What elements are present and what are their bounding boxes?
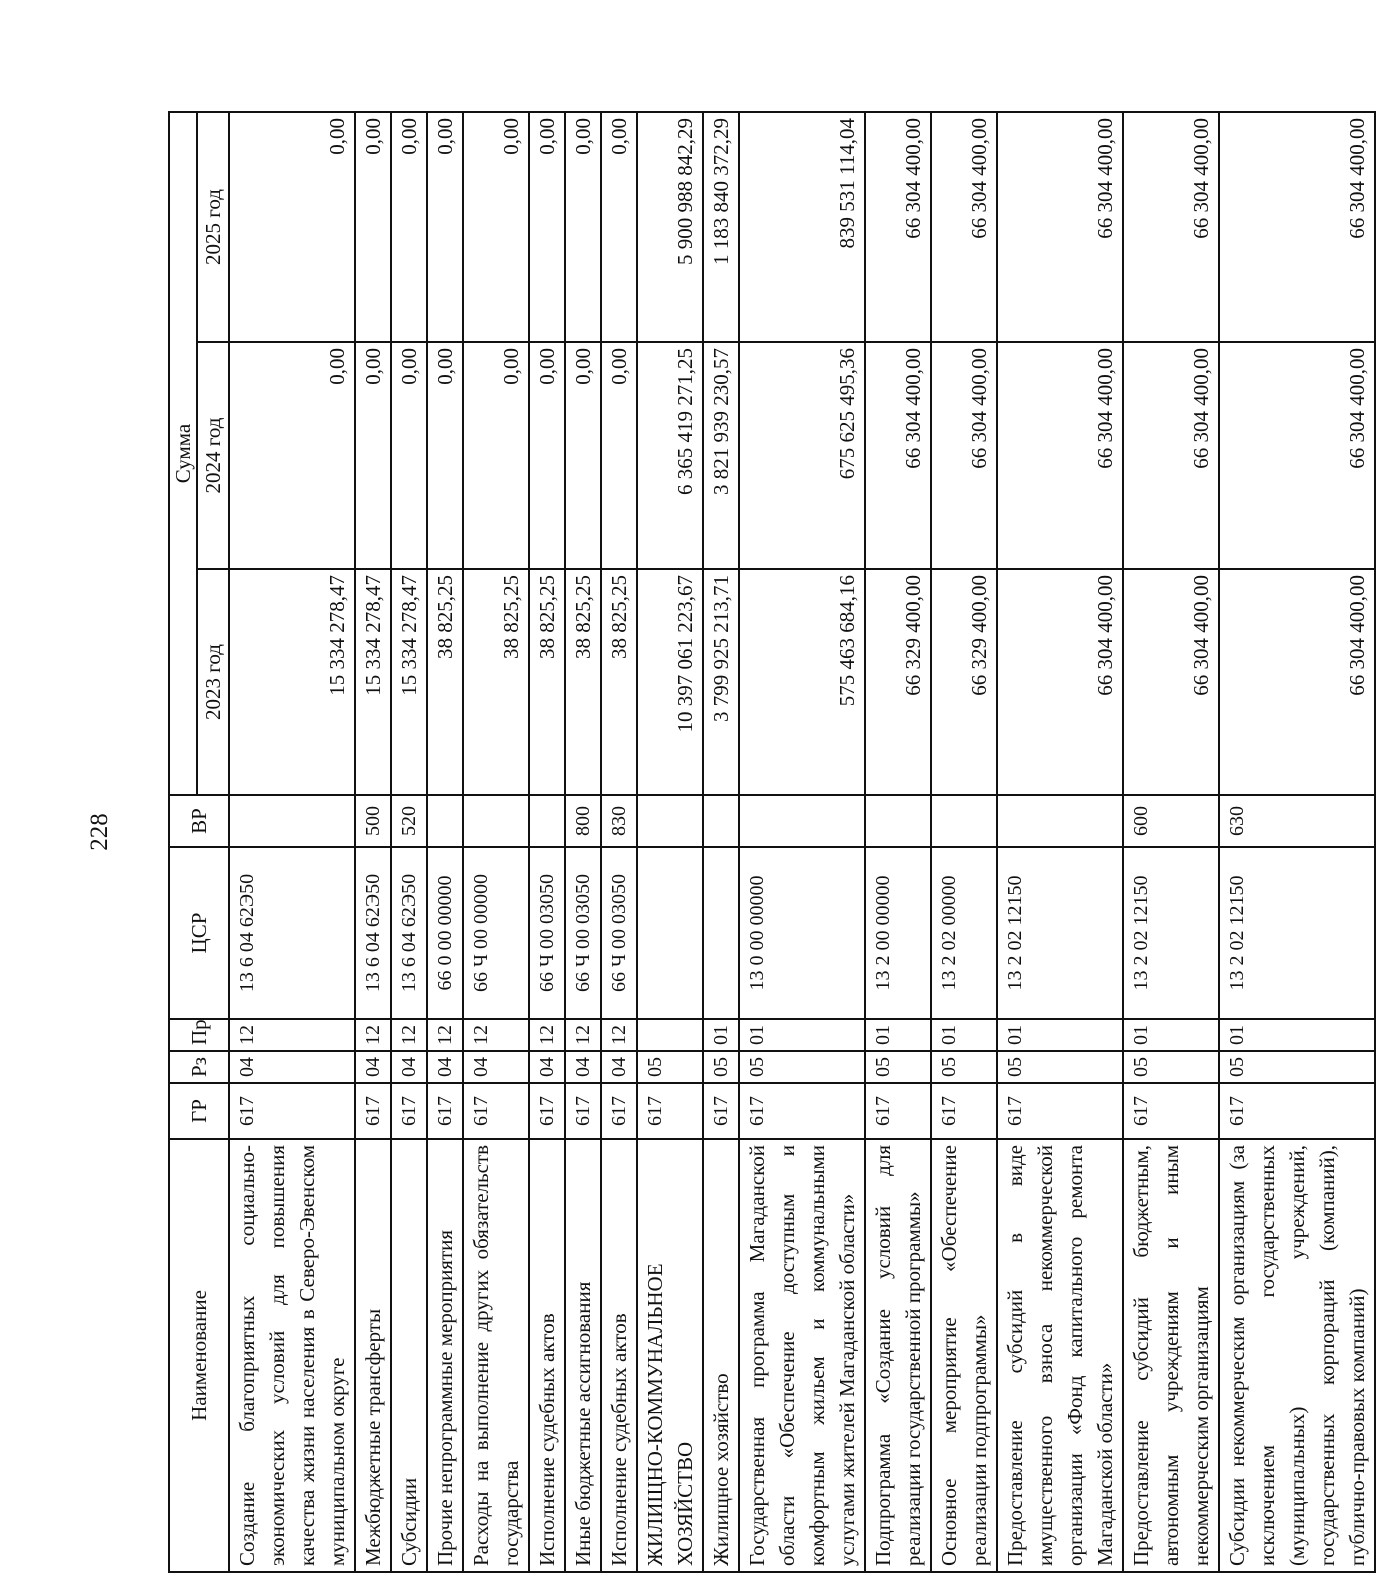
row-gr: 617	[865, 1083, 931, 1139]
row-pr: 01	[997, 1019, 1123, 1051]
row-name: Предоставление субсидий бюджетным, автономным учреждениям и иным некоммерческим организациям	[1123, 1139, 1219, 1572]
row-sum-2024: 0,00	[391, 342, 427, 569]
row-name: Основное мероприятие «Обеспечение реализации подпрограммы»	[931, 1139, 997, 1572]
row-gr: 617	[931, 1083, 997, 1139]
table-row	[463, 112, 529, 1572]
row-vr	[463, 795, 529, 847]
row-sum-2024: 66 304 400,00	[1219, 342, 1375, 569]
row-vr: 630	[1219, 795, 1375, 847]
row-pr: 12	[601, 1019, 637, 1051]
row-vr: 800	[565, 795, 601, 847]
table-row	[637, 112, 703, 1572]
table-row	[529, 112, 565, 1572]
row-sum-2023: 15 334 278,47	[355, 569, 391, 795]
row-sum-2025: 0,00	[355, 112, 391, 342]
row-pr: 12	[427, 1019, 463, 1051]
row-name: Межбюджетные трансферты	[355, 1139, 391, 1572]
row-sum-2023: 38 825,25	[529, 569, 565, 795]
table-row	[391, 112, 427, 1572]
row-vr: 500	[355, 795, 391, 847]
header-gr: ГР	[169, 1083, 229, 1139]
row-csr: 66 Ч 00 03050	[529, 847, 565, 1019]
row-gr: 617	[703, 1083, 739, 1139]
row-vr	[529, 795, 565, 847]
header-2025: 2025 год	[197, 112, 229, 342]
row-vr	[997, 795, 1123, 847]
row-gr: 617	[229, 1083, 355, 1139]
row-sum-2024: 66 304 400,00	[997, 342, 1123, 569]
row-sum-2024: 66 304 400,00	[931, 342, 997, 569]
row-csr: 66 0 00 00000	[427, 847, 463, 1019]
row-sum-2025: 0,00	[601, 112, 637, 342]
row-rz: 04	[229, 1051, 355, 1083]
page-number: 228	[86, 813, 113, 851]
table-row	[739, 112, 865, 1572]
row-gr: 617	[739, 1083, 865, 1139]
row-sum-2023: 10 397 061 223,67	[637, 569, 703, 795]
row-sum-2023: 15 334 278,47	[229, 569, 355, 795]
row-sum-2023: 38 825,25	[601, 569, 637, 795]
row-sum-2025: 839 531 114,04	[739, 112, 865, 342]
row-rz: 04	[601, 1051, 637, 1083]
row-sum-2025: 0,00	[391, 112, 427, 342]
row-sum-2025: 5 900 988 842,29	[637, 112, 703, 342]
row-gr: 617	[1219, 1083, 1375, 1139]
row-rz: 05	[931, 1051, 997, 1083]
row-csr: 13 2 02 00000	[931, 847, 997, 1019]
row-rz: 05	[1123, 1051, 1219, 1083]
row-pr: 12	[529, 1019, 565, 1051]
row-name: Исполнение судебных актов	[601, 1139, 637, 1572]
row-sum-2023: 38 825,25	[463, 569, 529, 795]
row-csr: 13 6 04 62Э50	[229, 847, 355, 1019]
row-gr: 617	[565, 1083, 601, 1139]
row-sum-2024: 0,00	[463, 342, 529, 569]
header-vr: ВР	[169, 795, 229, 847]
row-pr: 01	[703, 1019, 739, 1051]
row-rz: 04	[529, 1051, 565, 1083]
row-gr: 617	[391, 1083, 427, 1139]
row-rz: 05	[997, 1051, 1123, 1083]
row-csr: 13 6 04 62Э50	[391, 847, 427, 1019]
row-vr	[931, 795, 997, 847]
row-gr: 617	[601, 1083, 637, 1139]
row-name: Субсидии некоммерческим организациям (за исключением государственных (муниципальных) учреждений, государственных корпораций (компаний), публично-правовых компаний)	[1219, 1139, 1375, 1572]
row-vr	[703, 795, 739, 847]
row-sum-2024: 66 304 400,00	[1123, 342, 1219, 569]
row-csr	[703, 847, 739, 1019]
header-2024: 2024 год	[197, 342, 229, 569]
row-sum-2024: 3 821 939 230,57	[703, 342, 739, 569]
row-name: Исполнение судебных актов	[529, 1139, 565, 1572]
header-2023: 2023 год	[197, 569, 229, 795]
row-sum-2024: 6 365 419 271,25	[637, 342, 703, 569]
row-pr: 12	[463, 1019, 529, 1051]
row-csr: 13 6 04 62Э50	[355, 847, 391, 1019]
row-sum-2023: 15 334 278,47	[391, 569, 427, 795]
table-row	[1123, 112, 1219, 1572]
row-gr: 617	[997, 1083, 1123, 1139]
row-name: Предоставление субсидий в виде имущественного взноса некоммерческой организации «Фонд капитального ремонта Магаданской области»	[997, 1139, 1123, 1572]
table-row	[931, 112, 997, 1572]
row-pr: 12	[391, 1019, 427, 1051]
row-sum-2023: 38 825,25	[565, 569, 601, 795]
budget-table-container	[168, 113, 1369, 1573]
table-row	[703, 112, 739, 1572]
row-sum-2025: 66 304 400,00	[1219, 112, 1375, 342]
row-name: Расходы на выполнение других обязательств государства	[463, 1139, 529, 1572]
row-pr: 12	[355, 1019, 391, 1051]
row-csr: 66 Ч 00 00000	[463, 847, 529, 1019]
row-rz: 05	[1219, 1051, 1375, 1083]
row-sum-2025: 0,00	[229, 112, 355, 342]
header-pr: Пр	[169, 1019, 229, 1051]
row-sum-2025: 0,00	[427, 112, 463, 342]
row-vr	[637, 795, 703, 847]
row-rz: 04	[391, 1051, 427, 1083]
row-gr: 617	[463, 1083, 529, 1139]
row-sum-2023: 38 825,25	[427, 569, 463, 795]
row-sum-2023: 66 304 400,00	[997, 569, 1123, 795]
row-rz: 04	[427, 1051, 463, 1083]
row-gr: 617	[355, 1083, 391, 1139]
row-sum-2023: 66 304 400,00	[1123, 569, 1219, 795]
row-rz: 05	[703, 1051, 739, 1083]
row-pr: 01	[1219, 1019, 1375, 1051]
row-gr: 617	[427, 1083, 463, 1139]
row-pr: 01	[865, 1019, 931, 1051]
row-rz: 04	[463, 1051, 529, 1083]
row-sum-2025: 0,00	[463, 112, 529, 342]
row-vr: 520	[391, 795, 427, 847]
row-sum-2024: 0,00	[601, 342, 637, 569]
table-row	[355, 112, 391, 1572]
row-name: ЖИЛИЩНО-КОММУНАЛЬНОЕ ХОЗЯЙСТВО	[637, 1139, 703, 1572]
row-sum-2025: 1 183 840 372,29	[703, 112, 739, 342]
row-vr	[229, 795, 355, 847]
row-sum-2024: 0,00	[427, 342, 463, 569]
row-csr: 13 2 00 00000	[865, 847, 931, 1019]
row-vr: 600	[1123, 795, 1219, 847]
row-sum-2025: 0,00	[529, 112, 565, 342]
row-sum-2023: 3 799 925 213,71	[703, 569, 739, 795]
row-rz: 04	[355, 1051, 391, 1083]
budget-table	[168, 111, 1376, 1573]
row-pr: 01	[931, 1019, 997, 1051]
row-name: Создание благоприятных социально-экономических условий для повышения качества жизни населения в Северо-Эвенском муниципальном округе	[229, 1139, 355, 1572]
row-gr: 617	[637, 1083, 703, 1139]
header-name: Наименование	[169, 1139, 229, 1572]
row-rz: 05	[637, 1051, 703, 1083]
row-sum-2025: 0,00	[565, 112, 601, 342]
row-sum-2024: 66 304 400,00	[865, 342, 931, 569]
row-name: Государственная программа Магаданской области «Обеспечение доступным и комфортным жильем и коммунальными услугами жителей Магаданской области»	[739, 1139, 865, 1572]
row-sum-2023: 575 463 684,16	[739, 569, 865, 795]
row-pr	[637, 1019, 703, 1051]
row-pr: 01	[1123, 1019, 1219, 1051]
row-sum-2024: 0,00	[565, 342, 601, 569]
row-pr: 01	[739, 1019, 865, 1051]
row-vr: 830	[601, 795, 637, 847]
row-csr: 13 2 02 12150	[1123, 847, 1219, 1019]
row-rz: 05	[865, 1051, 931, 1083]
row-vr	[865, 795, 931, 847]
row-sum-2025: 66 304 400,00	[865, 112, 931, 342]
table-row	[997, 112, 1123, 1572]
row-sum-2025: 66 304 400,00	[1123, 112, 1219, 342]
row-name: Иные бюджетные ассигнования	[565, 1139, 601, 1572]
row-rz: 05	[739, 1051, 865, 1083]
header-rz: Рз	[169, 1051, 229, 1083]
row-sum-2023: 66 329 400,00	[865, 569, 931, 795]
row-csr: 13 2 02 12150	[997, 847, 1123, 1019]
row-sum-2024: 0,00	[229, 342, 355, 569]
row-vr	[427, 795, 463, 847]
table-row	[1219, 112, 1375, 1572]
row-csr: 13 2 02 12150	[1219, 847, 1375, 1019]
table-row	[601, 112, 637, 1572]
row-sum-2024: 675 625 495,36	[739, 342, 865, 569]
row-pr: 12	[229, 1019, 355, 1051]
row-rz: 04	[565, 1051, 601, 1083]
table-row	[565, 112, 601, 1572]
row-gr: 617	[529, 1083, 565, 1139]
table-row	[427, 112, 463, 1572]
row-name: Прочие непрограммные мероприятия	[427, 1139, 463, 1572]
row-name: Субсидии	[391, 1139, 427, 1572]
table-body	[229, 112, 1375, 1572]
row-gr: 617	[1123, 1083, 1219, 1139]
row-name: Подпрограмма «Создание условий для реализации государственной программы»	[865, 1139, 931, 1572]
header-csr: ЦСР	[169, 847, 229, 1019]
row-sum-2024: 0,00	[529, 342, 565, 569]
row-csr: 66 Ч 00 03050	[601, 847, 637, 1019]
row-sum-2024: 0,00	[355, 342, 391, 569]
table-row	[865, 112, 931, 1572]
table-row	[229, 112, 355, 1572]
row-sum-2025: 66 304 400,00	[931, 112, 997, 342]
row-name: Жилищное хозяйство	[703, 1139, 739, 1572]
row-sum-2025: 66 304 400,00	[997, 112, 1123, 342]
row-csr: 13 0 00 00000	[739, 847, 865, 1019]
row-pr: 12	[565, 1019, 601, 1051]
row-vr	[739, 795, 865, 847]
row-sum-2023: 66 329 400,00	[931, 569, 997, 795]
header-sum: Сумма	[169, 112, 197, 795]
row-csr	[637, 847, 703, 1019]
row-sum-2023: 66 304 400,00	[1219, 569, 1375, 795]
row-csr: 66 Ч 00 03050	[565, 847, 601, 1019]
